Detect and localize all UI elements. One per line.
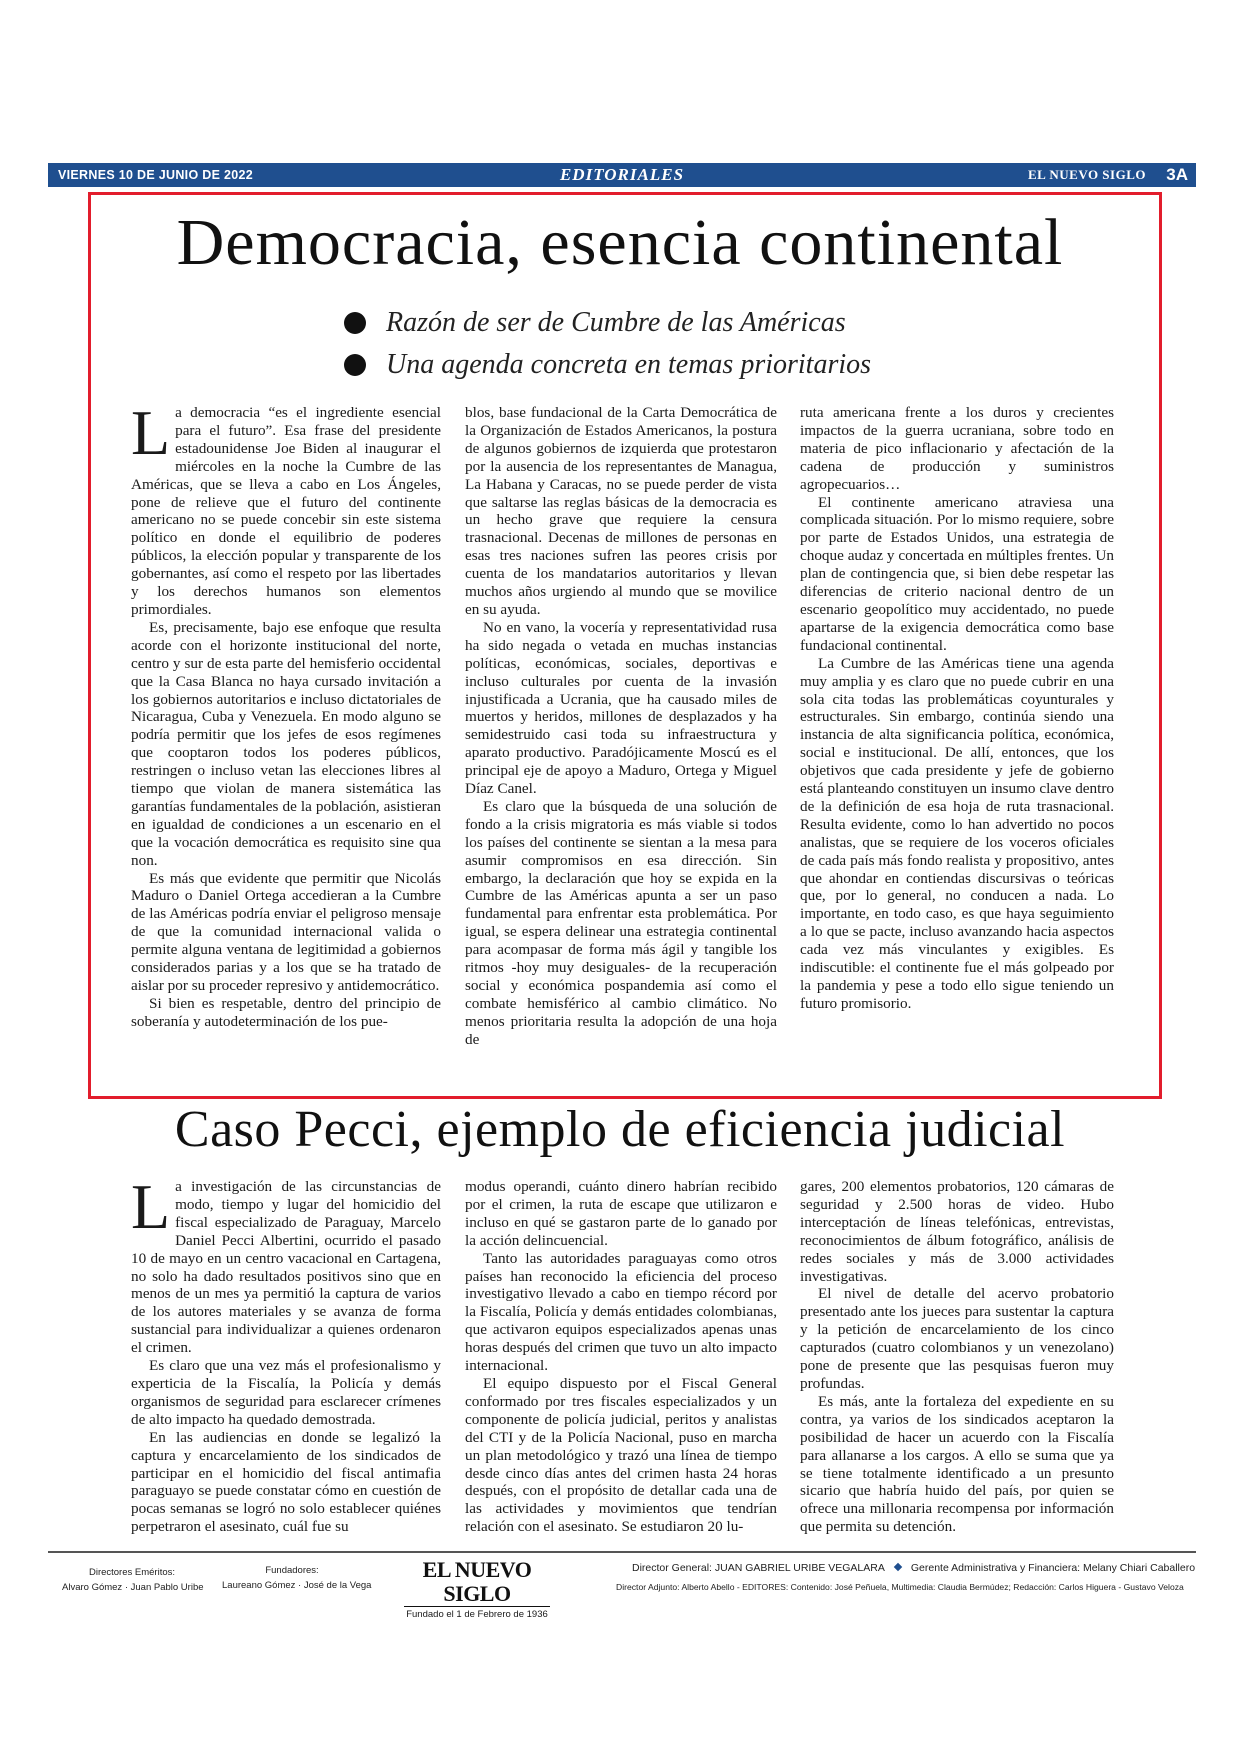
paragraph: El nivel de detalle del acervo probatorio presentado ante los jueces para sustentar la captura y la petición de encarcelamiento de los cinco capturados (cuatro colombianos y un venezolano) pone de presente que las pesquisas fueron muy profundas. (800, 1285, 1114, 1392)
paragraph: Es más que evidente que permitir que Nicolás Maduro o Daniel Ortega accedieran a la Cumbre de las Américas podría enviar el peligroso mensaje de que la comunidad internacional valida o permite alguna ventana de legitimidad a gobiernos considerados parias y a los que se ha tratado de aislar por su proceder represivo y antidemocrático. (131, 869, 441, 994)
paragraph: La Cumbre de las Américas tiene una agenda muy amplia y es claro que no puede cubrir en una sola cita todas las problemáticas coyunturales y estructurales. Sin embargo, continúa siendo una instancia de alta significancia política, económica, social e institucional. De allí, entonces, que los objetivos que cada presidente y jefe de gobierno está planteando constituyen un insumo clave dentro de la definición de esa hoja de ruta trasnacional. Resulta evidente, como lo han advertido no pocos analistas, que se requiere de los voceros oficiales de cada país más fondo realista y propositivo, antes que ahondar en contiendas discursivas o teóricas que, por lo general, no conducen a nada. Lo importante, en todo caso, es que haya seguimiento a lo que se pacte, incluso avanzando hacia aspectos cada vez más vinculantes y exigibles. Es indiscutible: el continente fue el más golpeado por la pandemia y pese a todo ello sigue teniendo un futuro promisorio. (800, 654, 1114, 1012)
director-general: Director General: JUAN GABRIEL URIBE VEGALARA (632, 1562, 885, 1574)
paragraph: ruta americana frente a los duros y crecientes impactos de la guerra ucraniana, sobre todo en materia de pico inflacionario y afectación de la cadena de producción y suministros agropecuarios… (800, 404, 1114, 493)
editorial-1-title: Democracia, esencia continental (176, 206, 1064, 279)
paragraph: Es, precisamente, bajo ese enfoque que resulta acorde con el horizonte institucional del norte, centro y sur de esta parte del hemisferio occidental que la Casa Blanca no haya cursado invitación a los gobiernos autoritarios e incluso dictatoriales de Nicaragua, Cuba y Venezuela. En modo alguno se podría permitir que los jefes de esos regímenes que cooptaron todos los poderes públicos, restringen o incluso vetan las elecciones libres al tiempo que violan de manera sistemática las garantías fundamentales de la población, asistieran en igualdad de condiciones a un escenario en el que la vocación democrática es requisito sine qua non. (131, 618, 441, 869)
paragraph: modus operandi, cuánto dinero habrían recibido por el crimen, la ruta de escape que utilizaron e incluso en qué se gastaron parte de lo ganado por la acción delincuencial. (465, 1178, 777, 1249)
paragraph: Es claro que una vez más el profesionalismo y experticia de la Fiscalía, la Policía y demás organismos de seguridad para esclarecer crímenes de alto impacto ha quedado demostrada. (131, 1357, 441, 1428)
bullet-text: Razón de ser de Cumbre de las Américas (386, 307, 846, 338)
fundadores-names: Laureano Gómez · José de la Vega (222, 1580, 372, 1591)
masthead-block (404, 1558, 550, 1620)
staff-line: Director Adjunto: Alberto Abello - EDITORES: Contenido: José Peñuela, Multimedia: Claudia Bermúdez; Redacción: Carlos Higuera - Gustavo Veloza (616, 1582, 1184, 1592)
section-title: EDITORIALES (559, 165, 685, 184)
paragraph: En las audiencias en donde se legalizó la captura y encarcelamiento de los sindicados de participar en el homicidio del fiscal antimafia paraguayo se puede constatar cómo en cuestión de pocas semanas se logró no solo establecer quiénes perpetraron el asesinato, cuál fue su (131, 1428, 441, 1536)
issue-date: VIERNES 10 DE JUNIO DE 2022 (58, 168, 253, 182)
gerente: Gerente Administrativa y Financiera: Melany Chiari Caballero (910, 1562, 1196, 1574)
editorial-2-column-2 (465, 1178, 777, 1536)
directors-line (632, 1562, 1195, 1574)
paragraph: El equipo dispuesto por el Fiscal General conformado por tres fiscales especializados y un componente de policía judicial, peritos y analistas del CTI y de la Policía Nacional, puso en marcha un plan metodológico y trazó una línea de tiempo desde cinco días antes del crimen hasta 24 horas después, con el propósito de detallar cada una de las actividades y movimientos que tendrían relación con el asesinato. Se estudiaron 20 lu- (465, 1374, 777, 1536)
masthead-logo: EL NUEVO SIGLO (404, 1558, 550, 1607)
page-header (48, 163, 1196, 187)
paragraph: gares, 200 elementos probatorios, 120 cámaras de seguridad y 2.500 horas de video. Hubo interceptación de líneas telefónicas, entrevistas, reconocimientos de álbum fotográfico, análisis de redes sociales y más de 3.000 actividades investigativas. (800, 1178, 1114, 1285)
bullet-dot-icon (344, 312, 366, 334)
emeritos-names: Alvaro Gómez · Juan Pablo Uribe (62, 1582, 204, 1593)
bullet-text: Una agenda concreta en temas prioritarios (386, 349, 872, 380)
editorial-2-column-3 (800, 1178, 1114, 1536)
drop-cap: L (131, 1171, 171, 1242)
paragraph: blos, base fundacional de la Carta Democrática de la Organización de Estados Americanos, la postura de algunos gobiernos de izquierda que protestaron por la ausencia de los representantes de Managua, La Habana y Caracas, no se puede perder de vista que saltarse las reglas básicas de la democracia es un hecho grave que requiere la censura trasnacional. Decenas de millones de personas en esas tres naciones sufren las peores crisis por cuenta de los mandatarios autoritarios y llevan muchos años urgiendo al mundo que se movilice en su ayuda. (465, 404, 777, 618)
paragraph: No en vano, la vocería y representatividad rusa ha sido negada o vetada en muchas instancias políticas, económicas, sociales, deportivas e incluso culturales por cuenta de la invasión injustificada a Ucrania, que ha causado miles de muertos y heridos, millones de desplazados y ha semidestruido casi toda su infraestructura y aparato productivo. Paradójicamente Moscú es el principal eje de apoyo a Maduro, Ortega y Miguel Díaz Canel. (465, 618, 777, 798)
editorial-1-bullets (344, 302, 1044, 386)
drop-cap: L (131, 397, 171, 468)
paragraph: Tanto las autoridades paraguayas como otros países han reconocido la eficiencia del proceso investigativo llevado a cabo en tiempo récord por la Fiscalía, Policía y demás entidades colombianas, que activaron equipos especializados apenas unas horas después del crimen que tuvo un alto impacto internacional. (465, 1249, 777, 1375)
fundadores-block (222, 1565, 372, 1591)
bullet-item (344, 302, 1044, 344)
emeritos-block (62, 1567, 202, 1593)
editorial-2-column-1 (131, 1171, 441, 1536)
bullet-item (344, 344, 1044, 386)
diamond-separator-icon (894, 1563, 902, 1571)
editorial-2-title: Caso Pecci, ejemplo de eficiencia judicial (174, 1101, 1066, 1158)
page-number: 3A (1166, 165, 1188, 184)
editorial-1-column-3 (800, 404, 1114, 1013)
paragraph: El continente americano atraviesa una complicada situación. Por lo mismo requiere, sobre por parte de Estados Unidos, una estrategia de choque audaz y concertada en múltiples frentes. Un plan de contingencia que, si bien debe respetar las diferencias de criterio nacional dentro de un escenario geopolítico muy accidentado, no puede apartarse de la exigencia democrática como base fundacional continental. (800, 493, 1114, 654)
founded-date: Fundado el 1 de Febrero de 1936 (406, 1609, 548, 1620)
editorial-1-column-2 (465, 404, 777, 1049)
footer-divider (48, 1551, 1196, 1553)
paragraph: Es más, ante la fortaleza del expediente en su contra, ya varios de los sindicados aceptaron la posibilidad de hacer un acuerdo con la Fiscalía para allanarse a los cargos. A ello se suma que ya se tiene totalmente identificado a un presunto sicario que habría huido del país, por quien se ofrece una millonaria recompensa por información que permita su detención. (800, 1392, 1114, 1536)
paragraph: Es claro que la búsqueda de una solución de fondo a la crisis migratoria es más viable si todos los países del continente se sientan a la mesa para asumir compromisos en esa dirección. Sin embargo, la declaración que hoy se expida en la Cumbre de las Américas apunta a ser un paso fundamental para enfrentar esta problemática. Por igual, se espera delinear una estrategia continental para acompasar de forma más ágil y tangible los ritmos -hoy muy desiguales- de la recuperación social y económica pospandemia así como el combate hemisférico al cambio climático. No menos prioritaria resulta la adopción de una hoja de (465, 797, 777, 1048)
paragraph: Si bien es respetable, dentro del principio de soberanía y autodeterminación de los pue- (131, 994, 441, 1030)
paragraph: La democracia “es el ingrediente esencial para el futuro”. Esa frase del presidente estadounidense Joe Biden al inaugurar el miércoles en la noche la Cumbre de las Américas, que se lleva a cabo en Los Ángeles, pone de relieve que el futuro del continente americano no se puede concebir sin este sistema político en donde el equilibrio de poderes públicos, la elección popular y transparente de los gobernantes, así como el respeto por las libertades y los derechos humanos son elementos primordiales. (131, 397, 441, 618)
fundadores-label: Fundadores: (265, 1565, 319, 1576)
newspaper-brand: EL NUEVO SIGLO (1028, 167, 1146, 182)
emeritos-label: Directores Eméritos: (88, 1567, 176, 1578)
bullet-dot-icon (344, 354, 366, 376)
paragraph: La investigación de las circunstancias de modo, tiempo y lugar del homicidio del fiscal especializado de Paraguay, Marcelo Daniel Pecci Albertini, ocurrido el pasado 10 de mayo en un centro vacacional en Cartagena, no solo ha dado resultados positivos sino que en menos de un mes ya permitió la captura de varios de los autores materiales y se avanza de forma sustancial para individualizar a quienes ordenaron el crimen. (131, 1171, 441, 1357)
editorial-1-column-1 (131, 397, 441, 1031)
